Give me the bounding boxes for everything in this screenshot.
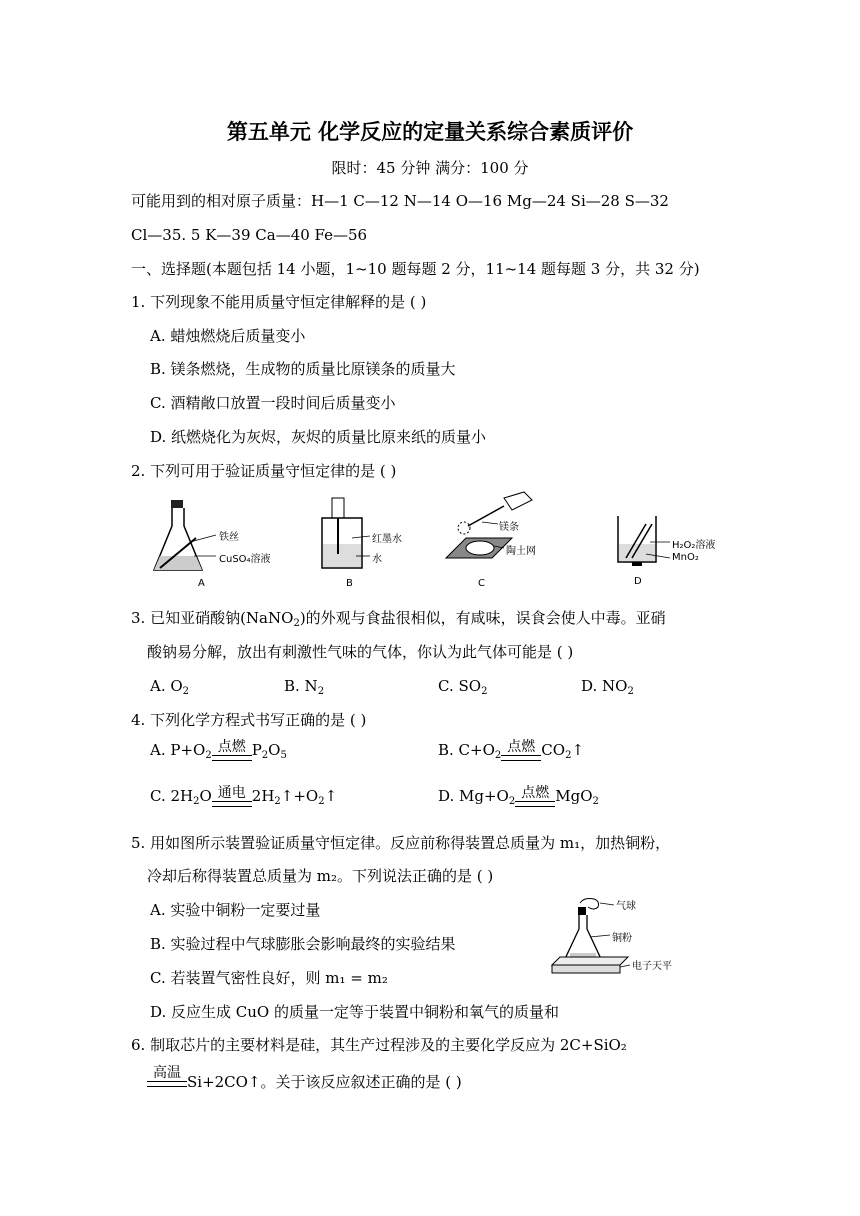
- question-5-option-c: C. 若装置气密性良好，则 m₁ = m₂: [150, 969, 388, 987]
- question-1-option-c: C. 酒精敞口放置一段时间后质量变小: [150, 394, 396, 412]
- figure-a-letter: A: [198, 578, 205, 589]
- figure-c-letter: C: [478, 578, 485, 589]
- reaction-arrow: 点燃: [515, 786, 555, 813]
- figure-b-beaker: [312, 494, 422, 594]
- beaker-illustration: [312, 494, 422, 594]
- atomic-masses-line1: 可能用到的相对原子质量：H—1 C—12 N—14 O—16 Mg—24 Si—28 S—32: [131, 192, 669, 210]
- figure-d-peroxide: [612, 510, 742, 594]
- figure-a-label-2: CuSO₄溶液: [219, 554, 271, 565]
- question-5-option-b: B. 实验过程中气球膨胀会影响最终的实验结果: [150, 935, 456, 953]
- figure-b-label-1: 红墨水: [372, 534, 402, 545]
- question-6-line2: 高温 Si+2CO↑。关于该反应叙述正确的是 ( ): [147, 1066, 462, 1093]
- flask-illustration: [150, 498, 270, 593]
- question-5-line2: 冷却后称得装置总质量为 m₂。下列说法正确的是 ( ): [147, 867, 494, 885]
- question-3-line1: 3. 已知亚硝酸钠(NaNO$_2$)的外观与食盐很相似，有咸味，误食会使人中毒。亚硝: [131, 609, 666, 629]
- section-heading: 一、选择题(本题包括 14 小题，1~10 题每题 2 分，11~14 题每题 3 分，共 32 分): [131, 260, 700, 278]
- figure-c-label-2: 陶土网: [506, 546, 536, 557]
- question-3-option-b: B. $N_2$: [284, 677, 325, 697]
- page-title: 第五单元 化学反应的定量关系综合素质评价: [226, 120, 634, 144]
- apparatus-label-balance: 电子天平: [632, 961, 672, 972]
- question-1-option-b: B. 镁条燃烧，生成物的质量比原镁条的质量大: [150, 360, 456, 378]
- figure-a-label-1: 铁丝: [219, 532, 239, 543]
- figure-d-label-2: MnO₂: [672, 552, 699, 563]
- question-3-option-c: C. $SO_2$: [438, 677, 488, 697]
- atomic-masses-line2: Cl—35. 5 K—39 Ca—40 Fe—56: [131, 226, 368, 244]
- question-5-option-d: D. 反应生成 CuO 的质量一定等于装置中铜粉和氧气的质量和: [150, 1003, 560, 1021]
- question-6-line1: 6. 制取芯片的主要材料是硅，其生产过程涉及的主要化学反应为 2C+SiO₂: [131, 1036, 627, 1054]
- reaction-arrow: 高温: [147, 1066, 187, 1093]
- question-5-option-a: A. 实验中铜粉一定要过量: [150, 901, 321, 919]
- exam-meta: 限时：45 分钟 满分：100 分: [331, 159, 529, 177]
- apparatus-label-copper: 铜粉: [612, 933, 632, 944]
- magnesium-illustration: [442, 488, 572, 594]
- question-4-option-c: C. $2H_2O$ 通电 $2H_2↑+O_2↑$: [150, 785, 337, 813]
- reaction-arrow: 点燃: [501, 740, 541, 767]
- apparatus-label-balloon: 气球: [616, 901, 636, 912]
- reaction-arrow: 通电: [212, 786, 252, 813]
- figure-b-label-2: 水: [372, 554, 382, 565]
- question-4-option-a: A. $P+O_2$ 点燃 $P_2O_5$: [150, 739, 287, 767]
- figure-a-flask: [150, 498, 270, 593]
- question-1-option-d: D. 纸燃烧化为灰烬，灰烬的质量比原来纸的质量小: [150, 428, 487, 446]
- question-4-option-d: D. $Mg+O_2$ 点燃 MgO$_2$: [438, 785, 599, 813]
- reaction-arrow: 点燃: [212, 740, 252, 767]
- figure-c-label-1: 镁条: [499, 522, 519, 533]
- question-3-line2: 酸钠易分解，放出有刺激性气味的气体，你认为此气体可能是 ( ): [147, 643, 574, 661]
- question-5-line1: 5. 用如图所示装置验证质量守恒定律。反应前称得装置总质量为 m₁，加热铜粉，: [131, 834, 671, 852]
- question-2-stem: 2. 下列可用于验证质量守恒定律的是 ( ): [131, 462, 397, 480]
- figure-d-letter: D: [634, 576, 642, 587]
- figure-d-label-1: H₂O₂溶液: [672, 540, 716, 551]
- figure-c-magnesium: [442, 488, 572, 594]
- question-1-stem: 1. 下列现象不能用质量守恒定律解释的是 ( ): [131, 293, 427, 311]
- question-3-option-a: A. $O_2$: [150, 677, 190, 697]
- question-4-stem: 4. 下列化学方程式书写正确的是 ( ): [131, 711, 367, 729]
- question-4-option-b: B. $C+O_2$ 点燃 $CO_2↑$: [438, 739, 584, 767]
- question-3-option-d: D. $NO_2$: [581, 677, 634, 697]
- question-1-option-a: A. 蜡烛燃烧后质量变小: [150, 327, 306, 345]
- question-5-apparatus: [550, 895, 720, 980]
- figure-b-letter: B: [346, 578, 353, 589]
